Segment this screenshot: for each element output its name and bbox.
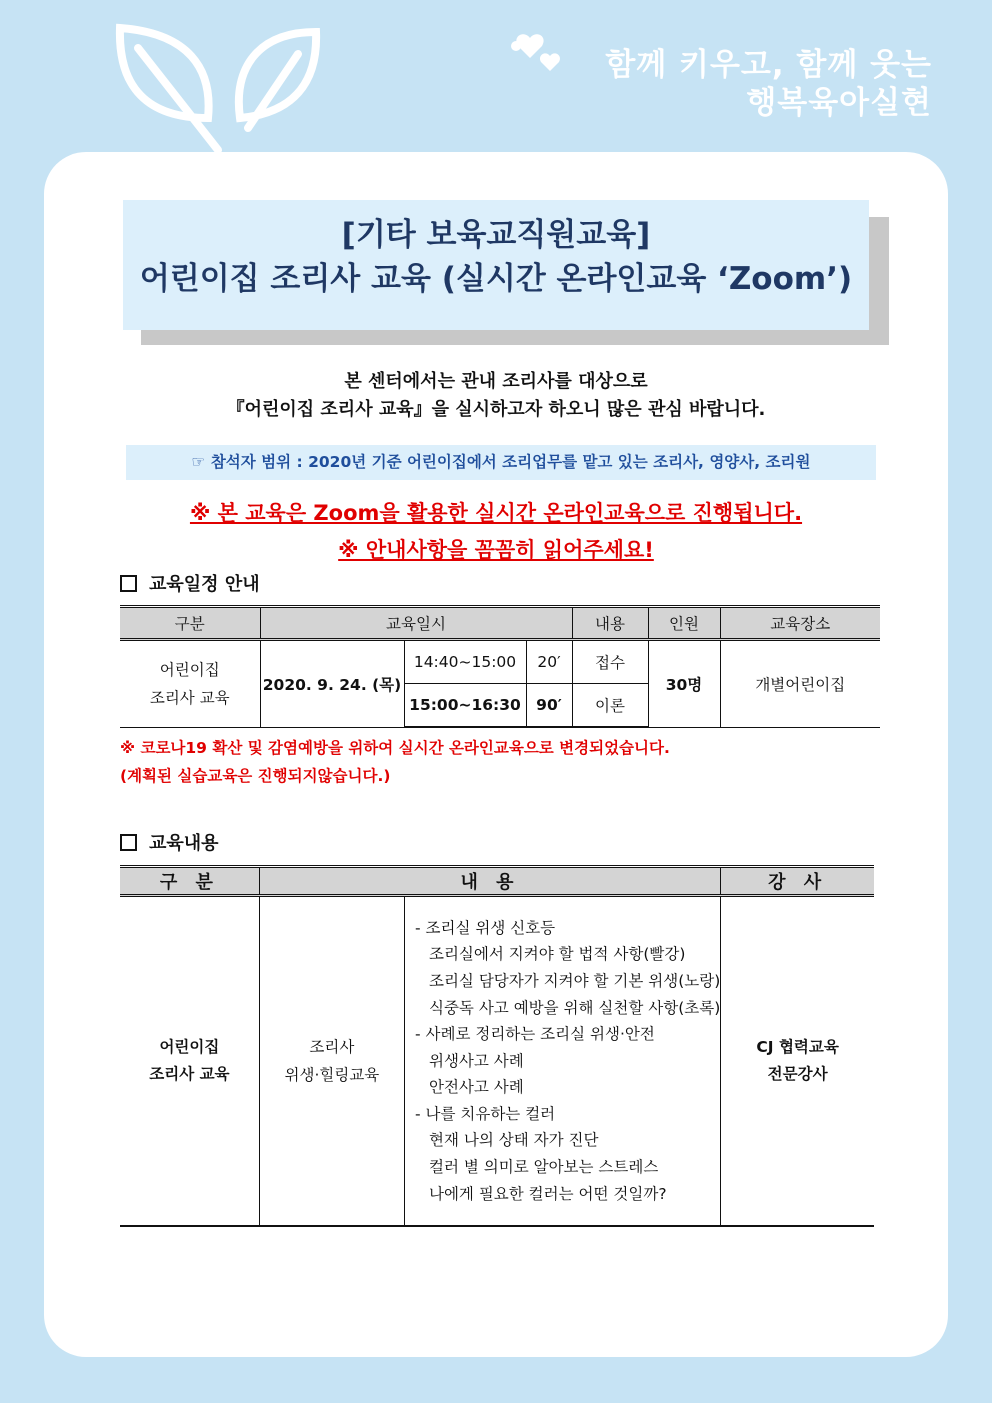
content-subject	[259, 896, 404, 1227]
title-box	[123, 200, 869, 330]
schedule-table	[120, 605, 880, 728]
intro-line1: 본 센터에서는 관내 조리사를 대상으로	[344, 371, 648, 392]
checkbox-square-icon	[120, 575, 137, 592]
participant-scope: ☞ 참석자 범위 : 2020년 기준 어린이집에서 조리업무를 맡고 있는 조리사, 영양사, 조리원	[126, 445, 876, 480]
header-content: 내용	[572, 607, 648, 640]
covid-note-line1: ※ 코로나19 확산 및 감염예방을 위하여 실시간 온라인교육으로 변경되었습니다.	[120, 739, 670, 757]
instructor-line2: 전문강사	[767, 1065, 828, 1083]
schedule-time: 15:00~16:30	[404, 684, 526, 728]
schedule-heading-label: 교육일정 안내	[149, 574, 260, 595]
checkbox-square-icon	[120, 834, 137, 851]
schedule-content: 이론	[572, 684, 648, 728]
header-instructor: 강 사	[721, 867, 874, 896]
schedule-place: 개별어린이집	[720, 640, 880, 728]
list-item: 현재 나의 상태 자가 진단	[428, 1131, 599, 1150]
subject-line1: 조리사	[309, 1038, 355, 1056]
schedule-time: 14:40~15:00	[404, 640, 526, 684]
content-category	[120, 896, 259, 1227]
list-item: 조리실 담당자가 지켜야 할 기본 위생(노랑)	[428, 971, 721, 990]
covid-note	[120, 734, 670, 790]
schedule-duration: 20′	[526, 640, 572, 684]
schedule-date: 2020. 9. 24. (목)	[260, 640, 404, 728]
slogan	[605, 46, 932, 122]
schedule-count: 30명	[648, 640, 720, 728]
leaf-decoration-icon	[108, 18, 328, 168]
schedule-row	[120, 640, 880, 684]
slogan-line2: 행복육아실현	[746, 85, 932, 121]
header-place: 교육장소	[720, 607, 880, 640]
covid-note-line2: (계획된 실습교육은 진행되지않습니다.)	[120, 767, 391, 785]
category-line2: 조리사 교육	[149, 1065, 230, 1083]
content-items	[404, 896, 720, 1227]
hearts-icon	[508, 26, 568, 76]
slogan-line1: 함께 키우고, 함께 웃는	[605, 47, 932, 83]
category-line1: 어린이집	[159, 660, 220, 679]
instructor-line1: CJ 협력교육	[756, 1038, 839, 1056]
notice-line2: ※ 안내사항을 꼼꼼히 읽어주세요!	[338, 538, 654, 562]
list-item: - 조리실 위생 신호등	[414, 918, 556, 937]
header-category: 구분	[120, 607, 260, 640]
list-item: 안전사고 사례	[428, 1078, 524, 1097]
header-category: 구 분	[120, 867, 259, 896]
subject-line2: 위생·힐링교육	[284, 1066, 380, 1084]
title-line2: 어린이집 조리사 교육 (실시간 온라인교육 ‘Zoom’)	[139, 261, 853, 297]
schedule-duration: 90′	[526, 684, 572, 728]
intro-line2: 『어린이집 조리사 교육』을 실시하고자 하오니 많은 관심 바랍니다.	[226, 399, 766, 420]
schedule-heading	[120, 570, 260, 596]
category-line2: 조리사 교육	[149, 688, 230, 707]
list-item: - 나를 치유하는 컬러	[414, 1104, 556, 1123]
content-table	[120, 865, 874, 1227]
content-heading-label: 교육내용	[149, 833, 219, 854]
list-item: 나에게 필요한 컬러는 어떤 것일까?	[428, 1184, 667, 1203]
category-line1: 어린이집	[159, 1038, 220, 1056]
content-row	[120, 896, 874, 1227]
list-item: 조리실에서 지켜야 할 법적 사항(빨강)	[428, 945, 686, 964]
title-line1: [기타 보육교직원교육]	[341, 217, 651, 253]
notice-line1: ※ 본 교육은 Zoom을 활용한 실시간 온라인교육으로 진행됩니다.	[189, 501, 803, 525]
list-item: 위생사고 사례	[428, 1051, 524, 1070]
header-datetime: 교육일시	[260, 607, 572, 640]
header-content: 내 용	[259, 867, 720, 896]
list-item: - 사례로 정리하는 조리실 위생·안전	[414, 1025, 655, 1044]
schedule-header-row	[120, 607, 880, 640]
schedule-content: 접수	[572, 640, 648, 684]
content-heading	[120, 829, 219, 855]
content-header-row	[120, 867, 874, 896]
list-item: 식중독 사고 예방을 위해 실천할 사항(초록)	[428, 998, 721, 1017]
header-count: 인원	[648, 607, 720, 640]
list-item: 컬러 별 의미로 알아보는 스트레스	[428, 1158, 659, 1177]
intro-text	[44, 368, 948, 424]
schedule-category	[120, 640, 260, 728]
content-instructor	[721, 896, 874, 1227]
